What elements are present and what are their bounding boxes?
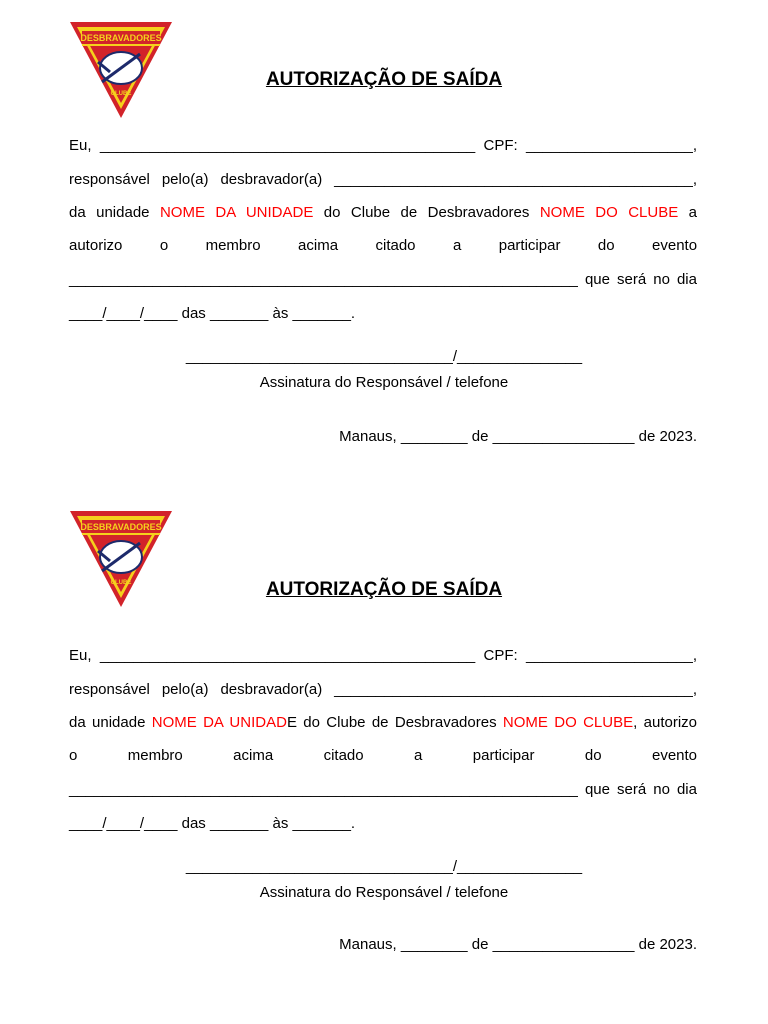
cpf-blank: CPF: ____________________, bbox=[483, 137, 697, 154]
event-line bbox=[69, 781, 697, 799]
svg-text:CLUBE: CLUBE bbox=[110, 91, 132, 97]
text: do Clube de Desbravadores bbox=[296, 714, 503, 731]
prefix-text: Eu, bbox=[69, 647, 92, 664]
event-blank: _____________________________________________________________ bbox=[69, 271, 578, 288]
word: a bbox=[414, 747, 423, 764]
date-time-line: ____/____/____ das _______ às _______. bbox=[69, 305, 356, 322]
signature-line: ________________________________/_______________ bbox=[185, 858, 583, 875]
unit-name-placeholder: NOME DA UNIDAD bbox=[151, 714, 287, 731]
event-blank: _____________________________________________________________ bbox=[69, 781, 578, 798]
word: membro bbox=[127, 747, 183, 764]
authorize-line bbox=[69, 747, 697, 765]
authorization-form-1 bbox=[0, 0, 768, 500]
word: o bbox=[159, 237, 169, 254]
word: desbravador(a) bbox=[220, 681, 323, 698]
word: a bbox=[452, 237, 462, 254]
text: do Clube de Desbravadores bbox=[313, 204, 540, 221]
pathfinder-blank: ___________________________________________, bbox=[334, 171, 698, 188]
authorize-line bbox=[69, 237, 697, 255]
word: acima bbox=[233, 747, 274, 764]
word: acima bbox=[298, 237, 339, 254]
signature-line: ________________________________/_______________ bbox=[185, 348, 583, 365]
unit-club-line bbox=[69, 204, 697, 222]
svg-text:DESBRAVADORES: DESBRAVADORES bbox=[80, 522, 162, 532]
word: desbravador(a) bbox=[220, 171, 323, 188]
authorization-form-2 bbox=[0, 509, 768, 1009]
place-date-line: Manaus, ________ de _________________ de 2023. bbox=[339, 428, 697, 445]
prefix-text: Eu, bbox=[69, 137, 92, 154]
name-cpf-line bbox=[69, 137, 697, 155]
signature-label: Assinatura do Responsável / telefone bbox=[259, 884, 509, 901]
date-time-line: ____/____/____ das _______ às _______. bbox=[69, 815, 356, 832]
text: E bbox=[286, 714, 297, 731]
svg-text:DESBRAVADORES: DESBRAVADORES bbox=[80, 33, 162, 43]
event-suffix: que será no dia bbox=[584, 271, 697, 288]
word: evento bbox=[652, 237, 698, 254]
word: evento bbox=[651, 747, 698, 764]
signature-label: Assinatura do Responsável / telefone bbox=[259, 374, 509, 391]
word: membro bbox=[205, 237, 261, 254]
cpf-blank: CPF: ____________________, bbox=[483, 647, 697, 664]
name-blank: _____________________________________________ bbox=[99, 647, 476, 664]
word: responsável bbox=[69, 681, 150, 698]
unit-club-line bbox=[69, 714, 697, 732]
text: da unidade bbox=[69, 204, 160, 221]
word: pelo(a) bbox=[161, 171, 209, 188]
word: citado bbox=[375, 237, 416, 254]
word: pelo(a) bbox=[161, 681, 209, 698]
word: citado bbox=[323, 747, 364, 764]
event-line bbox=[69, 271, 697, 289]
word: autorizo bbox=[69, 237, 123, 254]
word: participar bbox=[498, 237, 561, 254]
place-date-line: Manaus, ________ de _________________ de 2023. bbox=[339, 936, 697, 953]
word: participar bbox=[472, 747, 535, 764]
word: do bbox=[584, 747, 602, 764]
unit-name-placeholder: NOME DA UNIDADE bbox=[159, 204, 314, 221]
club-name-placeholder: NOME DO CLUBE bbox=[539, 204, 679, 221]
text: a bbox=[678, 204, 698, 221]
word: o bbox=[69, 747, 78, 764]
name-blank: _____________________________________________ bbox=[99, 137, 476, 154]
responsible-line bbox=[69, 681, 697, 699]
form-title: AUTORIZAÇÃO DE SAÍDA bbox=[265, 69, 503, 90]
pathfinder-blank: ___________________________________________, bbox=[334, 681, 698, 698]
responsible-line bbox=[69, 171, 697, 189]
word: do bbox=[597, 237, 615, 254]
text: , autorizo bbox=[633, 714, 697, 731]
club-name-placeholder: NOME DO CLUBE bbox=[502, 714, 634, 731]
name-cpf-line bbox=[69, 647, 697, 665]
event-suffix: que será no dia bbox=[584, 781, 697, 798]
word: responsável bbox=[69, 171, 150, 188]
svg-text:CLUBE: CLUBE bbox=[110, 580, 132, 586]
text: da unidade bbox=[69, 714, 152, 731]
form-title: AUTORIZAÇÃO DE SAÍDA bbox=[265, 579, 503, 600]
